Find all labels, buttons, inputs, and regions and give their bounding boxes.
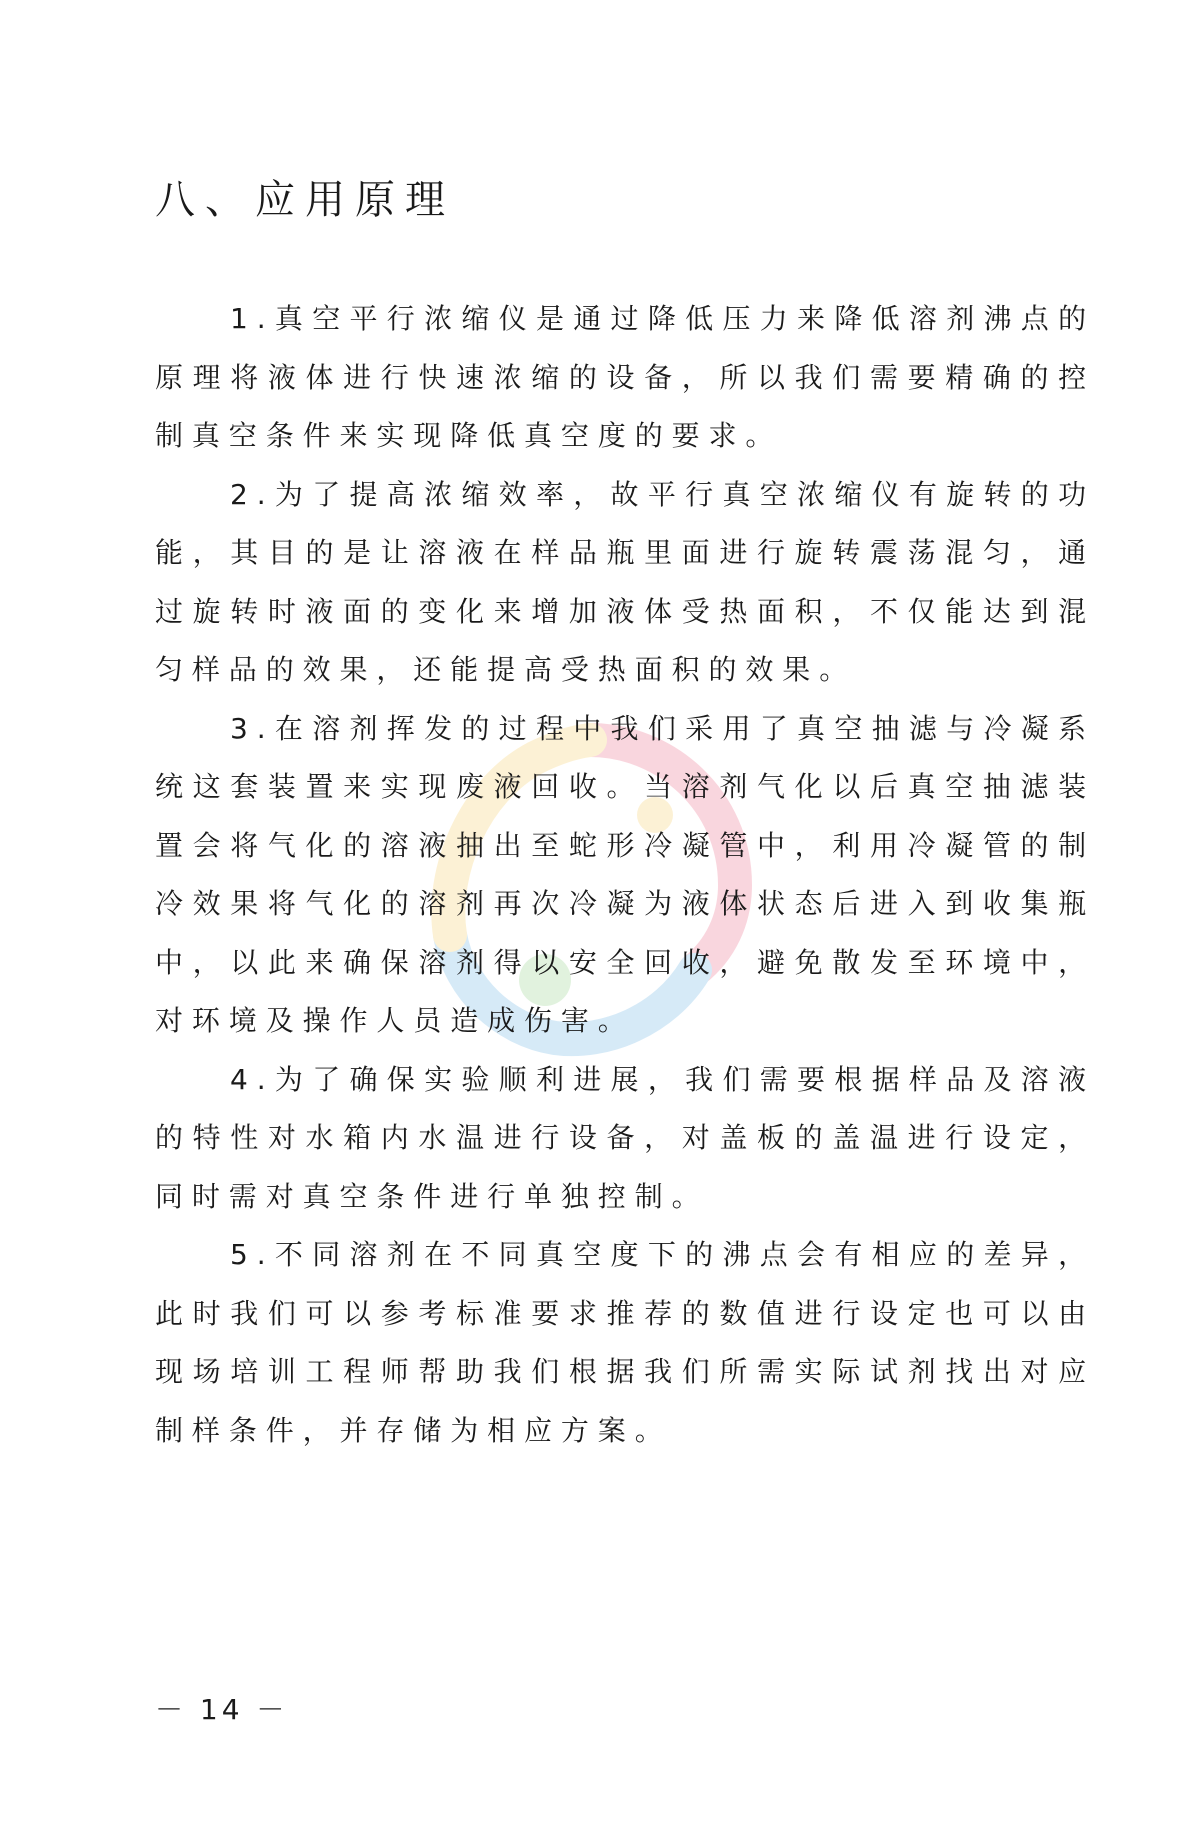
page-number: － 14 － [155,1693,289,1726]
paragraph-1: 1.真空平行浓缩仪是通过降低压力来降低溶剂沸点的原理将液体进行快速浓缩的设备，所以我们需要精确的控制真空条件来实现降低真空度的要求。 [155,302,1095,452]
paragraph-2: 2.为了提高浓缩效率，故平行真空浓缩仪有旋转的功能，其目的是让溶液在样品瓶里面进行旋转震荡混匀，通过旋转时液面的变化来增加液体受热面积，不仅能达到混匀样品的效果，还能提高受热面积的效果。 [155,477,1095,686]
body-text [155,290,1095,1460]
paragraph-4: 4.为了确保实验顺利进展，我们需要根据样品及溶液的特性对水箱内水温进行设备，对盖板的盖温进行设定，同时需对真空条件进行单独控制。 [155,1062,1095,1213]
paragraph-3: 3.在溶剂挥发的过程中我们采用了真空抽滤与冷凝系统这套装置来实现废液回收。当溶剂气化以后真空抽滤装置会将气化的溶液抽出至蛇形冷凝管中，利用冷凝管的制冷效果将气化的溶剂再次冷凝为液体状态后进入到收集瓶中，以此来确保溶剂得以安全回收，避免散发至环境中，对环境及操作人员造成伤害。 [155,711,1095,1037]
section-title: 八、应用原理 [155,177,455,223]
paragraph-5: 5.不同溶剂在不同真空度下的沸点会有相应的差异，此时我们可以参考标准要求推荐的数值进行设定也可以由现场培训工程师帮助我们根据我们所需实际试剂找出对应制样条件，并存储为相应方案。 [155,1238,1095,1447]
